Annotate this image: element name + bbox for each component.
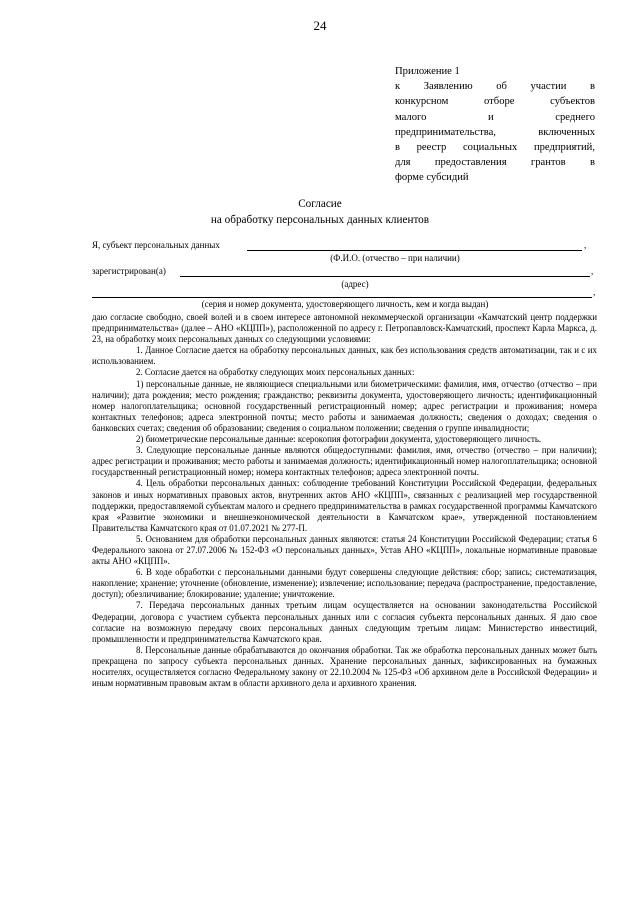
document-comma: ,: [593, 287, 596, 297]
consent-paragraph: 6. В ходе обработки с персональными данными будут совершены следующие действия: сбор; запись; систематизация, накопление; хранение; уточнение (обновление, изменение); извлечение; использование; передача (распространение, предоставление, доступ); обезличивание; блокирование; удаление; уничтожение.: [92, 567, 597, 600]
consent-paragraph: 3. Следующие персональные данные являются общедоступными: фамилия, имя, отчество (отчество – при наличии); адрес регистрации и проживания; место работы и занимаемая должность; идентификационный номер налогоплательщика; основной государственный регистрационный номер; номера контактных телефонов; адреса электронной почты.: [92, 445, 597, 478]
document-hint: (серия и номер документа, удостоверяющего личность, кем и когда выдан): [201, 299, 489, 309]
appendix-block: [395, 64, 595, 186]
appendix-line: малого и среднего: [395, 111, 595, 123]
address-line[interactable]: [180, 276, 590, 277]
document-title-line2: на обработку персональных данных клиентов: [210, 214, 430, 226]
subject-comma: ,: [584, 240, 587, 250]
subject-hint: (Ф.И.О. (отчество – при наличии): [330, 253, 460, 263]
consent-paragraph: 1. Данное Согласие дается на обработку персональных данных, как без использования средств автоматизации, так и с их использованием.: [92, 345, 597, 367]
subject-name-line[interactable]: [247, 250, 582, 251]
appendix-line: предпринимательства, включенных: [395, 126, 595, 138]
appendix-line: в реестр социальных предприятий,: [395, 142, 595, 154]
consent-paragraph: 7. Передача персональных данных третьим лицам осуществляется на основании законодательства Российской Федерации, договора с участием субъекта персональных данных или с согласия субъекта персональных данных. Я даю свое согласие на возможную передачу своих персональных данных следующим третьим лицам: Министерство инвестиций, промышленности и предпринимательства Камчатского края.: [92, 600, 597, 644]
consent-paragraph: даю согласие свободно, своей волей и в своем интересе автономной некоммерческой организации «Камчатский центр поддержки предпринимательства» (далее – АНО «КЦПП»), расположенной по адресу г. Петропавловск-Камчатский, проспект Карла Маркса, д. 23, на обработку моих персональных данных со следующими условиями:: [92, 312, 597, 345]
registered-label: зарегистрирован(а): [92, 266, 166, 276]
appendix-line: конкурсном отборе субъектов: [395, 96, 595, 108]
page-number: 24: [313, 18, 327, 33]
consent-paragraph: 1) персональные данные, не являющиеся специальными или биометрическими: фамилия, имя, отчество (отчество – при наличии); дата рождения; место рождения; гражданство; реквизиты документа, удостоверяющего личность; идентификационный номер налогоплательщика; основной государственный регистрационный номер; адрес регистрации и проживания; номера контактных телефонов; адреса электронной почты; место работы и занимаемая должность; сведения о доходах; сведения о банковских счетах; сведения об образовании; сведения о социальном положении; сведения о группе инвалидности;: [92, 378, 597, 433]
consent-paragraph: 8. Персональные данные обрабатываются до окончания обработки. Так же обработка персональных данных может быть прекращена по запросу субъекта персональных данных. Хранение персональных данных, зафиксированных на бумажных носителях, осуществляется согласно Федеральному закону от 22.10.2004 № 125-ФЗ «Об архивном деле в Российской Федерации» и иным нормативным правовым актам в области архивного дела и архивного хранения.: [92, 644, 597, 689]
appendix-title: Приложение 1: [395, 66, 460, 77]
consent-paragraph: 5. Основанием для обработки персональных данных являются: статья 24 Конституции Российской Федерации; статья 6 Федерального закона от 27.07.2006 № 152-ФЗ «О персональных данных», Устав АНО «КЦПП», локальные нормативные правовые акты АНО «КЦПП».: [92, 533, 597, 567]
document-title: [0, 196, 640, 228]
address-hint: (адрес): [341, 279, 369, 289]
consent-body: [92, 312, 597, 689]
document-title-line1: Согласие: [298, 198, 342, 210]
address-comma: ,: [591, 266, 594, 276]
appendix-line: к Заявлению об участии в: [395, 81, 595, 93]
consent-paragraph: 4. Цель обработки персональных данных: соблюдение требований Конституции Российской Федерации, федеральных законов и иных нормативных правовых актов, внутренних актов АНО «КЦПП», связанных с реализацией мер государственной поддержки, предоставляемой субъектам малого и среднего предпринимательства в рамках государственной программы Камчатского края «Развитие экономики и внешнеэкономической деятельности в Камчатском крае», утвержденной постановлением Правительства Камчатского края от 01.07.2021 № 277-П.: [92, 478, 597, 533]
document-line[interactable]: [92, 297, 592, 298]
subject-label: Я, субъект персональных данных: [92, 240, 220, 250]
appendix-line: для предоставления грантов в: [395, 157, 595, 169]
appendix-line: форме субсидий: [395, 172, 469, 184]
consent-paragraph: 2. Согласие дается на обработку следующих моих персональных данных:: [136, 367, 415, 378]
consent-paragraph: 2) биометрические персональные данные: ксерокопия фотографии документа, удостоверяющего личность.: [136, 434, 542, 445]
